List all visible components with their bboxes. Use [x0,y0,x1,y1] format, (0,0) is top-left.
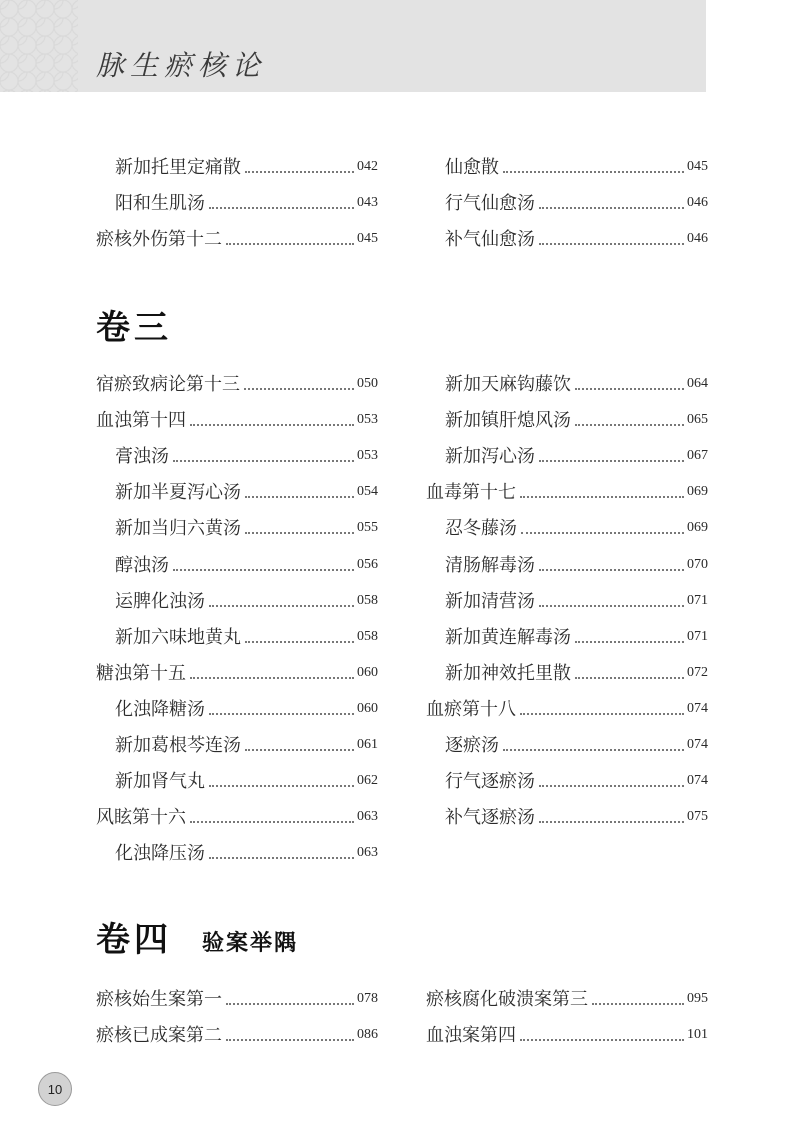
toc-entry[interactable] [426,468,708,504]
toc-entry-title: 逐瘀汤 [445,735,499,756]
toc-entry-title: 瘀核已成案第二 [96,1025,222,1047]
toc-entry-title: 醇浊汤 [115,554,169,576]
toc-entry[interactable] [115,468,378,504]
toc-entry[interactable] [445,541,708,577]
toc-entry[interactable] [96,975,378,1011]
toc-entry[interactable] [115,432,378,468]
toc-entry[interactable] [115,179,378,215]
toc-leader-dots [539,785,684,787]
toc-entry-title: 血浊案第四 [426,1025,516,1047]
toc-leader-dots [209,605,354,607]
toc-entry-page: 095 [687,991,708,1006]
toc-entry-page: 045 [357,231,378,247]
toc-entry-title: 新加半夏泻心汤 [115,482,241,504]
toc-entry-page: 058 [357,628,378,644]
toc-entry-page: 078 [357,991,378,1006]
toc-entry-page: 046 [687,195,708,211]
toc-entry[interactable] [445,396,708,432]
toc-leader-dots [245,171,354,173]
toc-entry[interactable] [115,721,378,757]
toc-entry-title: 新加天麻钩藤饮 [445,374,571,395]
toc-leader-dots [539,207,684,209]
toc-entry[interactable] [115,577,378,613]
toc-entry-title: 糖浊第十五 [96,662,186,684]
toc-entry-page: 063 [357,845,378,861]
toc-entry-title: 新加托里定痛散 [115,157,241,178]
toc-entry-page: 074 [687,737,708,752]
toc-leader-dots [520,713,684,715]
toc-entry[interactable] [445,757,708,793]
toc-entry-title: 新加六味地黄丸 [115,626,241,648]
toc-entry[interactable] [115,504,378,540]
toc-entry-page: 074 [687,773,708,789]
toc-entry[interactable] [96,1011,378,1047]
toc-entry-title: 新加神效托里散 [445,662,571,684]
toc-entry[interactable] [445,793,708,829]
toc-entry-page: 072 [687,664,708,680]
toc-entry-title: 瘀核外伤第十二 [96,229,222,251]
toc-leader-dots [209,207,354,209]
toc-entry-page: 060 [357,700,378,716]
toc-leader-dots [226,1039,354,1041]
toc-leader-dots [190,424,354,426]
toc-leader-dots [226,1003,354,1005]
toc-entry-page: 045 [687,159,708,174]
toc-leader-dots [539,821,684,823]
toc-entry[interactable] [445,649,708,685]
toc-entry[interactable] [115,829,378,865]
toc-entry-page: 055 [357,520,378,536]
toc-entry-page: 069 [687,520,708,536]
volume-4-title: 卷四 [96,920,172,960]
toc-entry[interactable] [96,215,378,251]
toc-entry-page: 060 [357,664,378,680]
toc-entry-title: 血瘀第十八 [426,698,516,720]
toc-entry[interactable] [445,613,708,649]
toc-entry[interactable] [426,1011,708,1047]
toc-leader-dots [575,641,684,643]
page-number-badge: 10 [38,1072,72,1106]
toc-entry-page: 042 [357,159,378,174]
toc-entry[interactable] [426,685,708,721]
toc-entry-title: 化浊降糖汤 [115,698,205,720]
toc-entry-title: 血浊第十四 [96,410,186,432]
toc-entry-title: 新加清营汤 [445,590,535,612]
toc-entry-title: 膏浊汤 [115,446,169,468]
toc-entry[interactable] [445,504,708,540]
toc-leader-dots [575,677,684,679]
toc-leader-dots [503,749,684,751]
toc-leader-dots [245,749,354,751]
toc-entry-page: 067 [687,448,708,464]
toc-entry-title: 血毒第十七 [426,482,516,504]
toc-entry[interactable] [96,793,378,829]
toc-entry-title: 新加泻心汤 [445,446,535,468]
toc-leader-dots [173,460,354,462]
toc-entry-page: 069 [687,484,708,500]
toc-entry-title: 仙愈散 [445,157,499,178]
toc-leader-dots [190,821,354,823]
toc-entry[interactable] [96,649,378,685]
toc-entry-title: 新加当归六黄汤 [115,518,241,540]
toc-entry[interactable] [115,143,378,179]
toc-entry-title: 行气逐瘀汤 [445,771,535,793]
toc-leader-dots [209,713,354,715]
toc-entry[interactable] [115,685,378,721]
toc-entry-title: 化浊降压汤 [115,843,205,865]
toc-entry-title: 新加黄连解毒汤 [445,626,571,648]
toc-entry-title: 阳和生肌汤 [115,193,205,215]
toc-leader-dots [245,532,354,534]
toc-leader-dots [245,641,354,643]
toc-leader-dots [503,171,684,173]
toc-entry-title: 清肠解毒汤 [445,554,535,576]
toc-entry[interactable] [96,360,378,396]
toc-entry-page: 063 [357,809,378,825]
header-wave-pattern [0,0,78,92]
toc-entry-page: 061 [357,737,378,752]
toc-leader-dots [592,1003,684,1005]
toc-leader-dots [244,388,354,390]
toc-leader-dots [190,677,354,679]
toc-entry-page: 053 [357,448,378,464]
toc-leader-dots [539,460,684,462]
toc-entry-title: 行气仙愈汤 [445,193,535,215]
toc-entry-page: 070 [687,556,708,572]
toc-entry[interactable] [445,179,708,215]
toc-entry-page: 046 [687,231,708,247]
toc-entry-page: 054 [357,484,378,500]
toc-entry-title: 风眩第十六 [96,807,186,829]
header-band [0,0,706,92]
toc-entry-title: 瘀核始生案第一 [96,989,222,1010]
toc-entry[interactable] [115,613,378,649]
toc-leader-dots [209,785,354,787]
toc-entry-page: 071 [687,592,708,608]
toc-entry-title: 瘀核腐化破溃案第三 [426,989,588,1010]
toc-leader-dots [173,569,354,571]
toc-entry-page: 053 [357,412,378,428]
toc-entry[interactable] [115,541,378,577]
toc-entry-title: 新加肾气丸 [115,771,205,793]
toc-entry-page: 058 [357,592,378,608]
toc-leader-dots [521,532,684,534]
toc-leader-dots [226,243,354,245]
toc-entry[interactable] [445,215,708,251]
toc-entry-page: 050 [357,376,378,391]
toc-leader-dots [245,496,354,498]
toc-entry[interactable] [115,757,378,793]
toc-entry-page: 074 [687,700,708,716]
toc-entry[interactable] [445,721,708,757]
toc-entry-page: 043 [357,195,378,211]
toc-entry-page: 071 [687,628,708,644]
toc-entry-title: 宿瘀致病论第十三 [96,374,240,395]
toc-entry-title: 忍冬藤汤 [445,518,517,540]
toc-entry-title: 新加镇肝熄风汤 [445,410,571,432]
toc-entry[interactable] [96,396,378,432]
toc-leader-dots [539,569,684,571]
toc-entry-title: 补气仙愈汤 [445,229,535,251]
toc-leader-dots [209,857,354,859]
toc-entry-title: 补气逐瘀汤 [445,807,535,829]
toc-leader-dots [520,496,684,498]
toc-entry[interactable] [445,577,708,613]
toc-leader-dots [520,1039,684,1041]
toc-entry-title: 新加葛根芩连汤 [115,735,241,756]
toc-entry[interactable] [426,975,708,1011]
toc-entry-page: 064 [687,376,708,391]
volume-4-subtitle: 验案举隅 [202,930,299,956]
toc-entry-page: 056 [357,556,378,572]
toc-entry-page: 065 [687,412,708,428]
toc-leader-dots [539,243,684,245]
toc-entry-page: 075 [687,809,708,825]
volume-3-title: 卷三 [96,308,172,348]
toc-leader-dots [539,605,684,607]
toc-leader-dots [575,424,684,426]
toc-entry-title: 运脾化浊汤 [115,590,205,612]
toc-entry-page: 101 [687,1027,708,1043]
toc-entry[interactable] [445,143,708,179]
toc-entry-page: 062 [357,773,378,789]
toc-entry[interactable] [445,432,708,468]
toc-leader-dots [575,388,684,390]
toc-entry[interactable] [445,360,708,396]
book-title: 脉生瘀核论 [96,49,267,82]
toc-entry-page: 086 [357,1027,378,1043]
